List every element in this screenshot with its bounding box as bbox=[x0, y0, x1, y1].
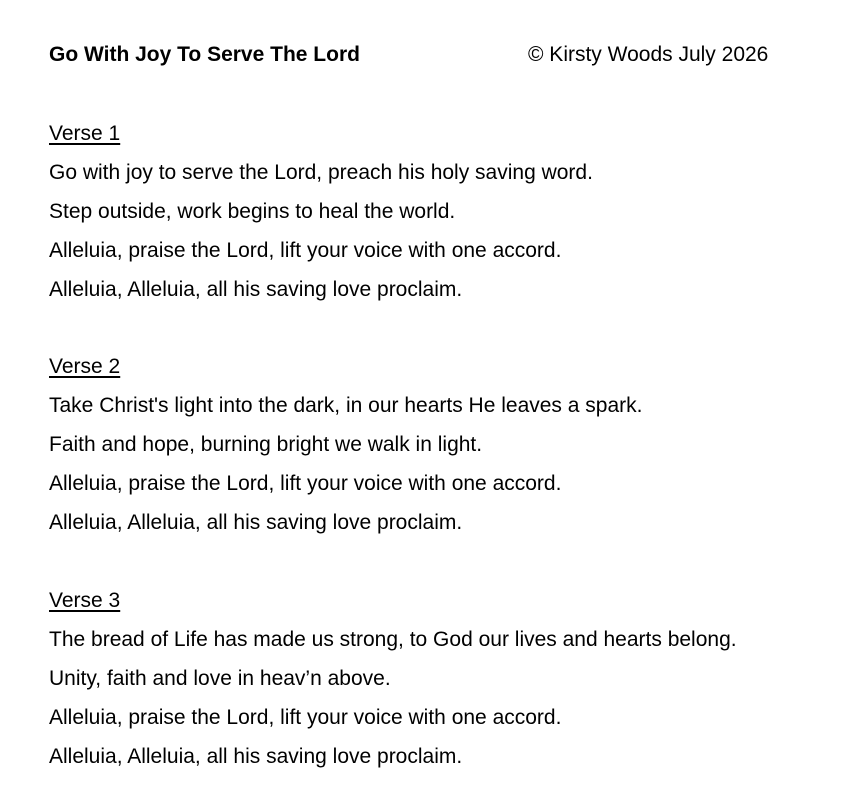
verse-heading: Verse 2 bbox=[49, 355, 121, 378]
verse-1 bbox=[49, 114, 849, 309]
verse-line: Alleluia, praise the Lord, lift your voice with one accord. bbox=[49, 239, 562, 262]
song-title: Go With Joy To Serve The Lord bbox=[49, 43, 360, 66]
verse-line: Alleluia, Alleluia, all his saving love proclaim. bbox=[49, 511, 463, 534]
verse-line: Alleluia, praise the Lord, lift your voice with one accord. bbox=[49, 706, 562, 729]
verse-line: Step outside, work begins to heal the world. bbox=[49, 200, 456, 223]
verse-line: Alleluia, Alleluia, all his saving love proclaim. bbox=[49, 745, 463, 768]
document-header bbox=[49, 41, 809, 69]
verse-line: Alleluia, praise the Lord, lift your voice with one accord. bbox=[49, 472, 562, 495]
verse-3 bbox=[49, 581, 849, 776]
verse-line: Unity, faith and love in heav’n above. bbox=[49, 667, 391, 690]
verse-line: The bread of Life has made us strong, to God our lives and hearts belong. bbox=[49, 628, 737, 651]
verse-heading: Verse 3 bbox=[49, 589, 121, 612]
copyright-notice: © Kirsty Woods July 2026 bbox=[528, 43, 769, 66]
verse-heading: Verse 1 bbox=[49, 122, 121, 145]
verse-line: Go with joy to serve the Lord, preach his holy saving word. bbox=[49, 161, 593, 184]
verse-2 bbox=[49, 347, 849, 542]
verse-line: Alleluia, Alleluia, all his saving love proclaim. bbox=[49, 278, 463, 301]
verse-line: Take Christ's light into the dark, in our hearts He leaves a spark. bbox=[49, 394, 643, 417]
verse-line: Faith and hope, burning bright we walk in light. bbox=[49, 433, 483, 456]
